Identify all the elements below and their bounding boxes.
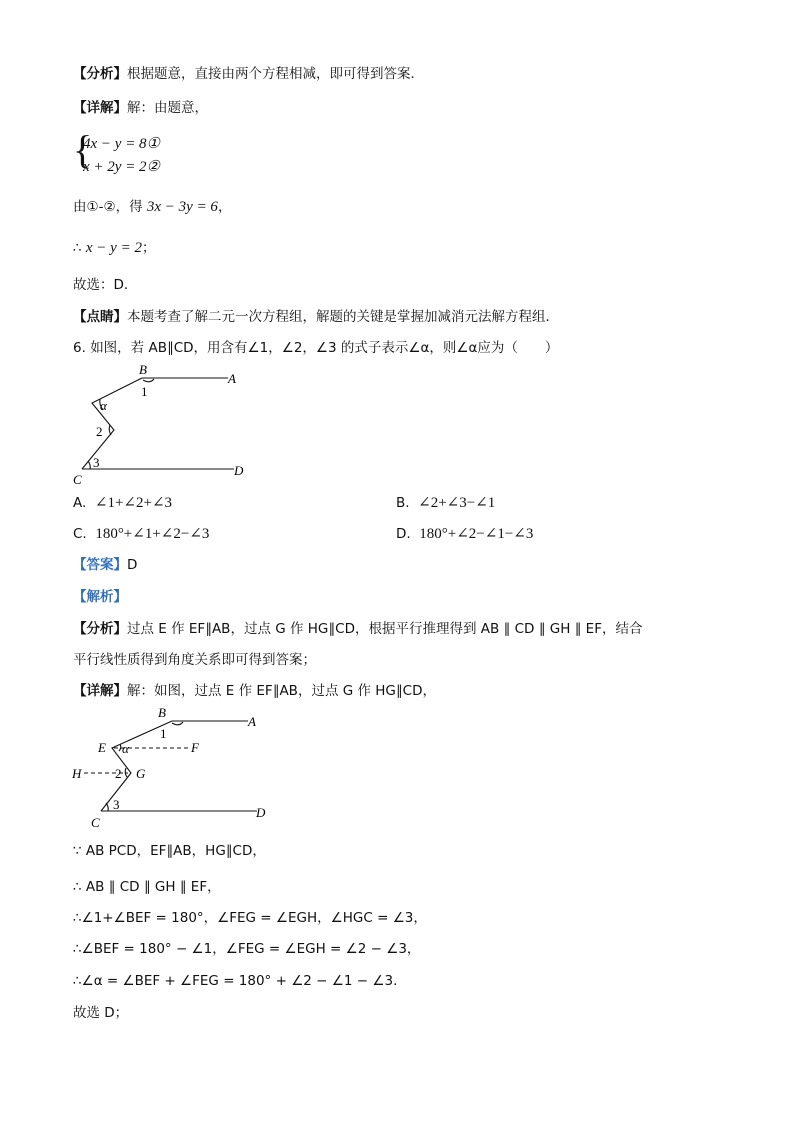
analysis2-tag: 【分析】 bbox=[73, 621, 127, 637]
proof-line-5: ∴∠α = ∠BEF + ∠FEG = 180° + ∠2 − ∠1 − ∠3． bbox=[73, 973, 407, 989]
label-c-2: C bbox=[91, 815, 100, 830]
detail2-tag: 【详解】 bbox=[73, 683, 127, 699]
option-c-text: 180°+∠1+∠2−∠3 bbox=[95, 526, 210, 542]
solution-line bbox=[73, 587, 127, 607]
step2-pre: ∴ bbox=[73, 240, 82, 256]
angle-3-arc bbox=[88, 461, 90, 469]
label-b-2: B bbox=[158, 705, 166, 720]
option-b-key: B. bbox=[396, 495, 410, 511]
proof-line-3: ∴∠1+∠BEF = 180°，∠FEG = ∠EGH，∠HGC = ∠3， bbox=[73, 910, 427, 926]
equation-1: 4x − y = 8① bbox=[83, 136, 161, 152]
question-line bbox=[73, 338, 558, 358]
proof-line-2: ∴ AB ∥ CD ∥ GH ∥ EF， bbox=[73, 879, 221, 895]
detail-text: 解：由题意， bbox=[127, 100, 208, 116]
choose-line-1: 故选：D． bbox=[73, 277, 138, 293]
option-d[interactable] bbox=[396, 524, 533, 544]
option-a-text: ∠1+∠2+∠3 bbox=[94, 495, 173, 511]
answer-line bbox=[73, 555, 137, 575]
label-angle-3: 3 bbox=[93, 455, 100, 470]
angle-1-arc-2 bbox=[172, 722, 183, 725]
zigzag-bc bbox=[82, 378, 142, 469]
step2-math: x − y = 2 bbox=[85, 240, 142, 256]
label-angle-3-2: 3 bbox=[113, 797, 120, 812]
detail-line-1 bbox=[73, 98, 208, 118]
label-a-2: A bbox=[248, 714, 256, 729]
step-line-2 bbox=[73, 238, 155, 258]
system-brace: { bbox=[73, 127, 93, 172]
option-b-text: ∠2+∠3−∠1 bbox=[418, 495, 496, 511]
detail2-text: 解：如图，过点 E 作 EF∥AB，过点 G 作 HG∥CD， bbox=[127, 683, 436, 699]
label-b: B bbox=[139, 362, 147, 377]
angle-1-arc bbox=[143, 379, 154, 382]
detail-line-2 bbox=[73, 681, 436, 701]
analysis-text: 根据题意，直接由两个方程相减，即可得到答案． bbox=[127, 66, 424, 82]
option-a[interactable] bbox=[73, 493, 172, 513]
proof-line-1: ∵ AB PCD，EF∥AB，HG∥CD， bbox=[73, 843, 266, 859]
label-g: G bbox=[136, 766, 146, 781]
option-c-key: C. bbox=[73, 526, 87, 542]
label-f: F bbox=[191, 740, 199, 755]
detail-tag: 【详解】 bbox=[73, 100, 127, 116]
question-text: 如图，若 AB∥CD，用含有∠1，∠2，∠3 的式子表示∠α，则∠α应为（ ） bbox=[90, 340, 559, 356]
comment-line bbox=[73, 307, 559, 327]
analysis-line-2b: 平行线性质得到角度关系即可得到答案； bbox=[73, 652, 316, 668]
label-a: A bbox=[228, 371, 236, 386]
step1-pre: 由①-②，得 bbox=[73, 199, 143, 215]
label-d: D bbox=[234, 463, 244, 478]
label-angle-1: 1 bbox=[141, 384, 148, 399]
answer-tag: 【答案】 bbox=[73, 557, 127, 573]
equation-2: x + 2y = 2② bbox=[83, 159, 161, 175]
label-angle-2: 2 bbox=[96, 424, 103, 439]
solution-tag: 【解析】 bbox=[73, 589, 127, 605]
step1-post: ， bbox=[217, 199, 232, 215]
label-h: H bbox=[72, 766, 82, 781]
label-angle-2-2: 2 bbox=[115, 766, 122, 781]
label-c: C bbox=[73, 472, 82, 487]
answer-text: D bbox=[127, 557, 138, 573]
comment-tag: 【点睛】 bbox=[73, 309, 127, 325]
option-d-key: D. bbox=[396, 526, 411, 542]
label-d-2: D bbox=[256, 805, 266, 820]
figure-2 bbox=[70, 702, 280, 832]
choose-line-2: 故选 D； bbox=[73, 1005, 129, 1021]
label-alpha: α bbox=[100, 398, 107, 413]
analysis-line-2a bbox=[73, 619, 642, 639]
proof-line-4: ∴∠BEF = 180° − ∠1，∠FEG = ∠EGH = ∠2 − ∠3， bbox=[73, 941, 421, 957]
step2-post: ； bbox=[141, 240, 156, 256]
figure-1 bbox=[70, 358, 270, 493]
option-b[interactable] bbox=[396, 493, 495, 513]
analysis-line-1 bbox=[73, 64, 424, 84]
comment-text: 本题考查了解二元一次方程组，解题的关键是掌握加减消元法解方程组． bbox=[127, 309, 559, 325]
analysis2-line1: 过点 E 作 EF∥AB，过点 G 作 HG∥CD，根据平行推理得到 AB ∥ CD ∥ GH ∥ EF，结合 bbox=[127, 621, 643, 637]
option-c[interactable] bbox=[73, 524, 209, 544]
label-angle-1-2: 1 bbox=[160, 726, 167, 741]
angle-3-arc-2 bbox=[106, 803, 108, 811]
question-number: 6. bbox=[73, 340, 86, 356]
step1-math: 3x − 3y = 6 bbox=[146, 199, 218, 215]
option-d-text: 180°+∠2−∠1−∠3 bbox=[419, 526, 534, 542]
option-a-key: A. bbox=[73, 495, 87, 511]
analysis-tag: 【分析】 bbox=[73, 66, 127, 82]
label-e: E bbox=[98, 740, 106, 755]
label-alpha-2: α bbox=[122, 741, 129, 756]
step-line-1 bbox=[73, 197, 231, 217]
